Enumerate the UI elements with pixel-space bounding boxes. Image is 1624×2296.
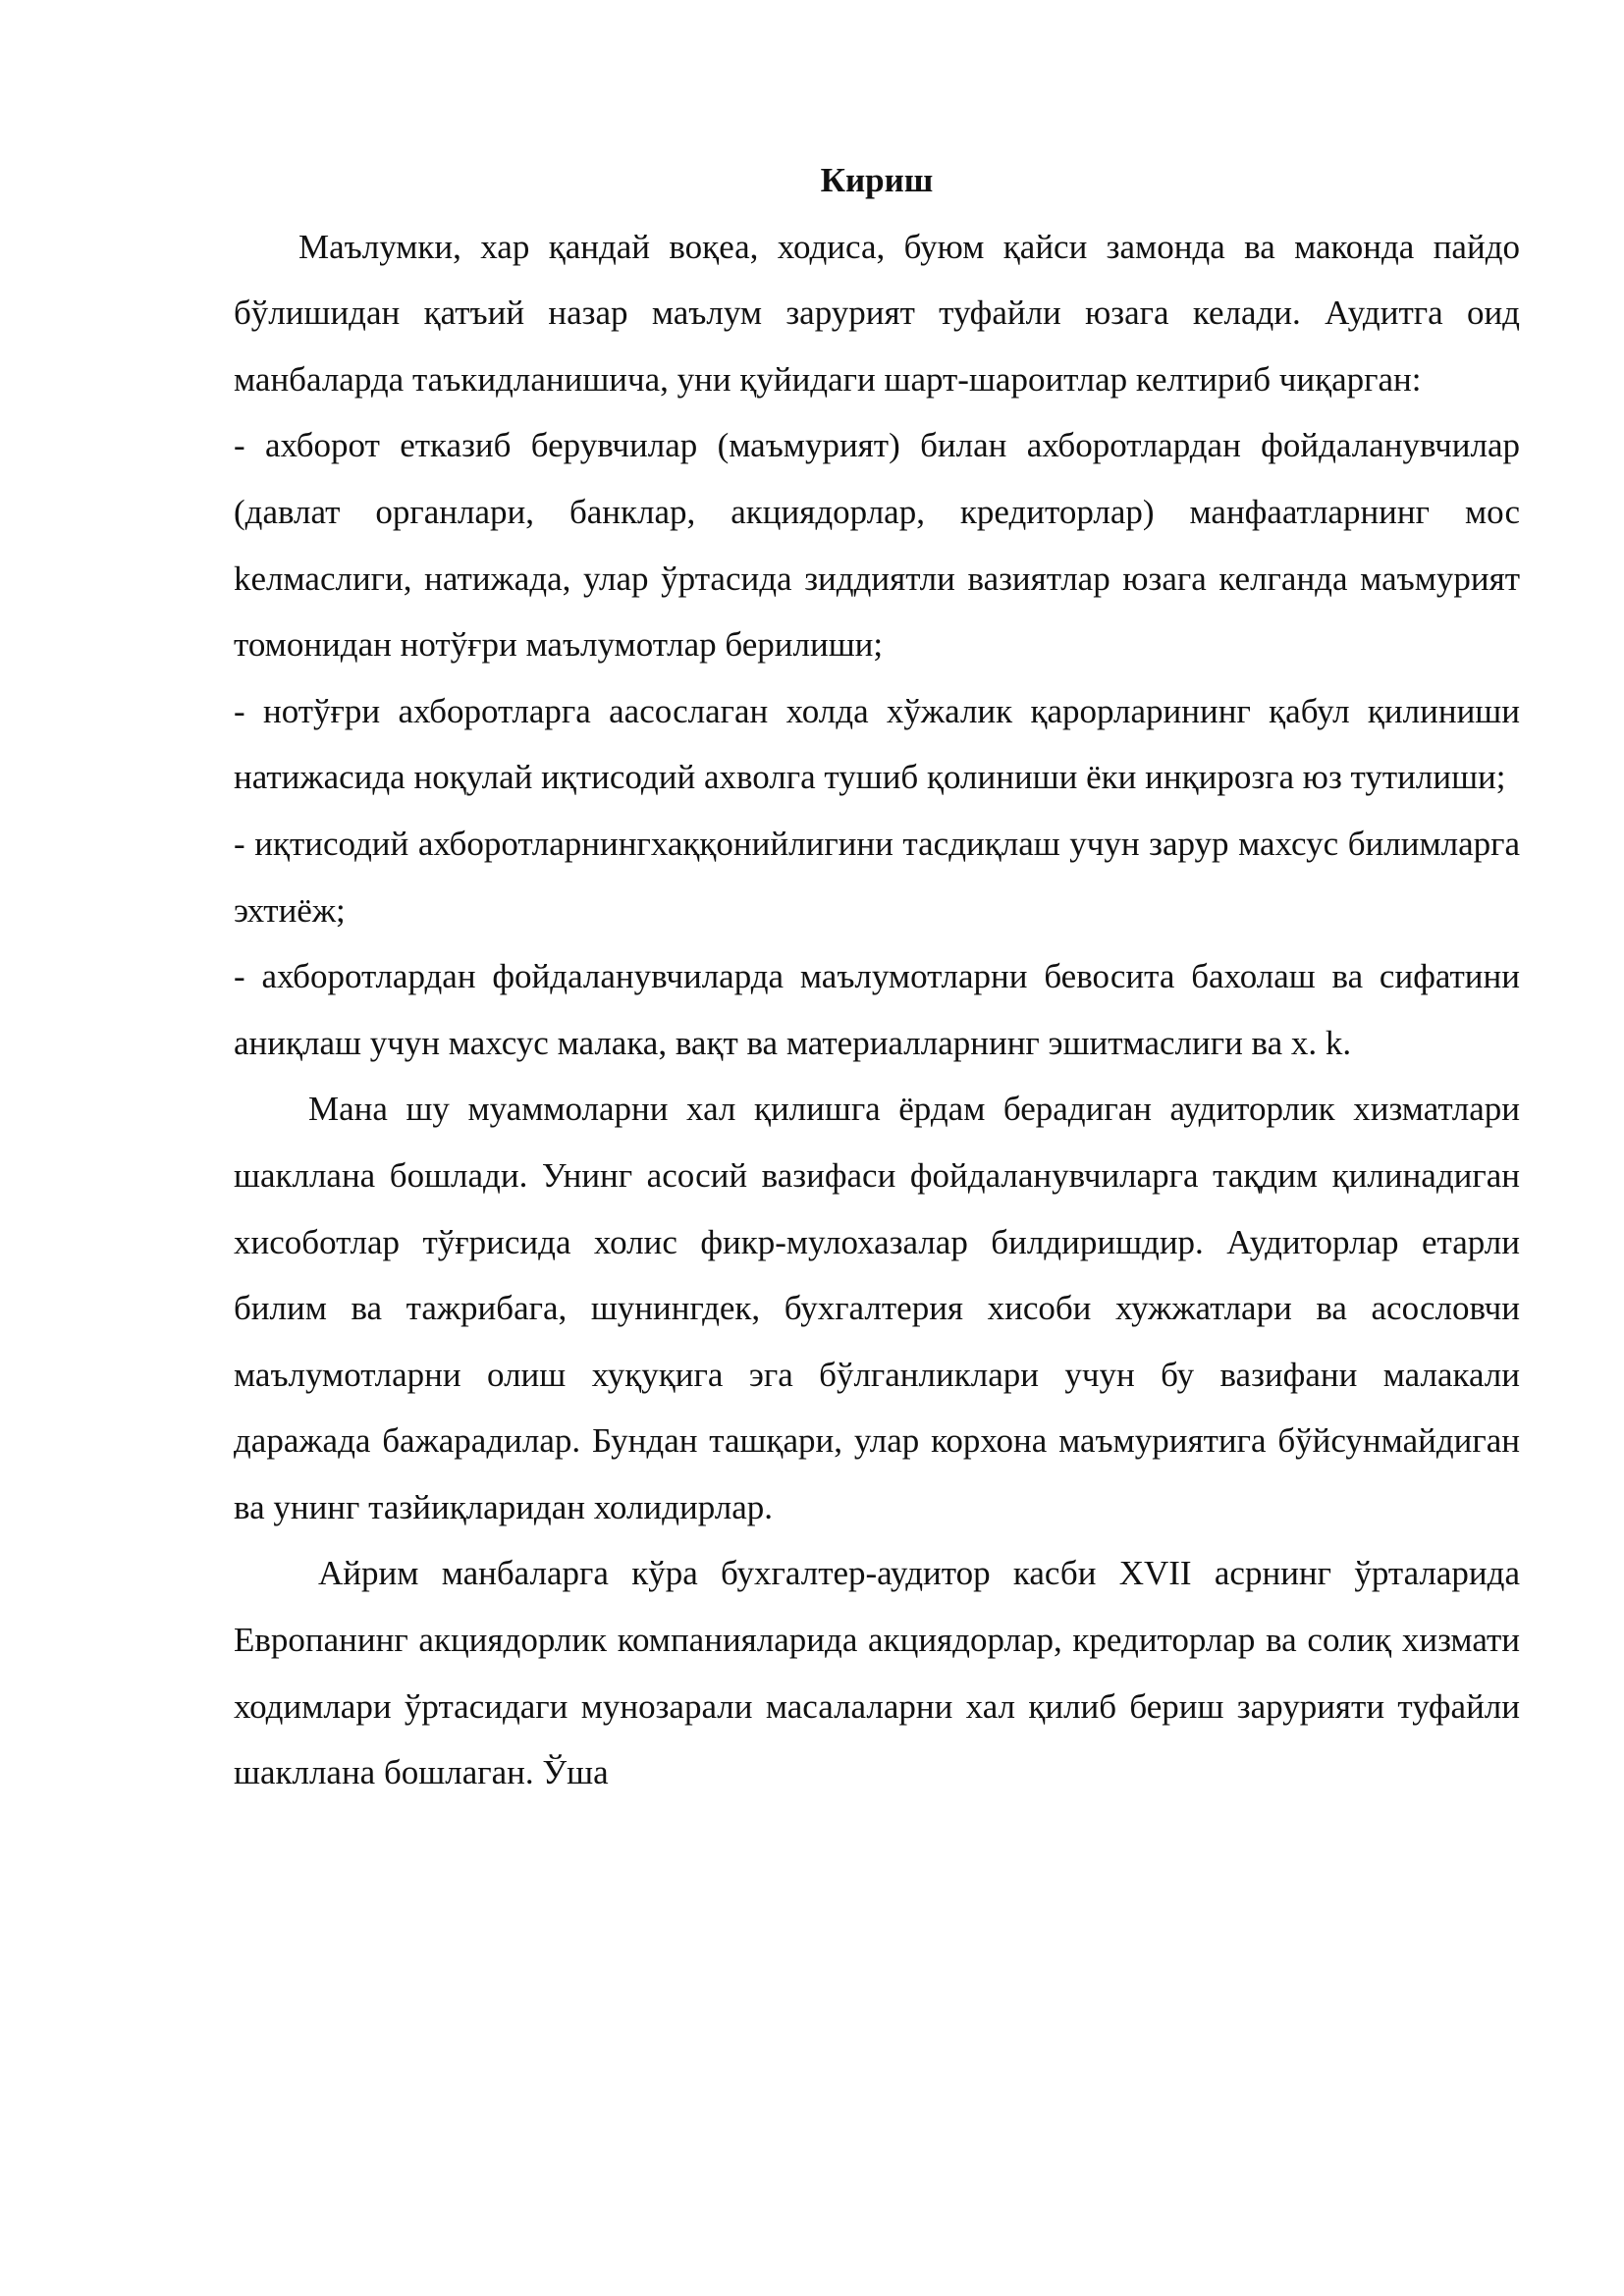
bullet-item-3: - иқтисодий ахборотларнингхаққонийлигини тасдиқлаш учун зарур махсус билимларга эхтиёж; [234, 824, 1520, 930]
paragraph-audit-services: Мана шу муаммоларни хал қилишга ёрдам берадиган аудиторлик хизматлари шакллана бошлади. Унинг асосий вазифаси фойдаланувчиларга тақдим қилинадиган хисоботлар тўғрисида холис фикр-мулохазалар билдиришдир. Аудиторлар етарли билим ва тажрибага, шунингдек, бухгалтерия хисоби хужжатлари ва асословчи маълумотларни олиш хуқуқига эга бўлганликлари учун бу вазифани малакали даражада бажарадилар. Бундан ташқари, улар корхона маъмуриятига бўйсунмайдиган ва унинг тазйиқларидан холидирлар. [234, 1090, 1520, 1526]
bullet-item-2: - нотўғри ахборотларга аасослаган холда хўжалик қарорларининг қабул қилиниши натижасида ноқулай иқтисодий ахволга тушиб қолиниши ёки инқирозга юз тутилиши; [234, 691, 1520, 797]
paragraph-intro: Маълумки, хар қандай воқеа, ходиса, буюм қайси замонда ва маконда пайдо бўлишидан қатъий назар маълум зарурият туфайли юзага келади. Аудитга оид манбаларда таъкидланишича, уни қуйидаги шарт-шароитлар келтириб чиқарган: [234, 227, 1520, 399]
bullet-item-1: - ахборот етказиб берувчилар (маъмурият) билан ахборотлардан фойдаланувчилар (давлат органлари, банклар, акциядорлар, кредиторлар) манфаатларнинг мос kелмаслиги, натижада, улар ўртасида зиддиятли вазиятлар юзага келганда маъмурият томонидан нотўғри маълумотлар берилиши; [234, 426, 1520, 665]
document-page [234, 147, 1520, 1806]
document-title: Кириш [820, 161, 934, 199]
bullet-item-4: - ахборотлардан фойдаланувчиларда маълумотларни бевосита бахолаш ва сифатини аниқлаш учун махсус малака, вақт ва материалларнинг эшитмаслиги ва х. k. [234, 957, 1520, 1062]
paragraph-history: Айрим манбаларга кўра бухгалтер-аудитор касби XVII асрнинг ўрталарида Европанинг акциядорлик компанияларида акциядорлар, кредиторлар ва солиқ хизмати ходимлари ўртасидаги мунозарали масалаларни хал қилиб бериш зарурияти туфайли шакллана бошлаган. Ўша [234, 1554, 1520, 1792]
